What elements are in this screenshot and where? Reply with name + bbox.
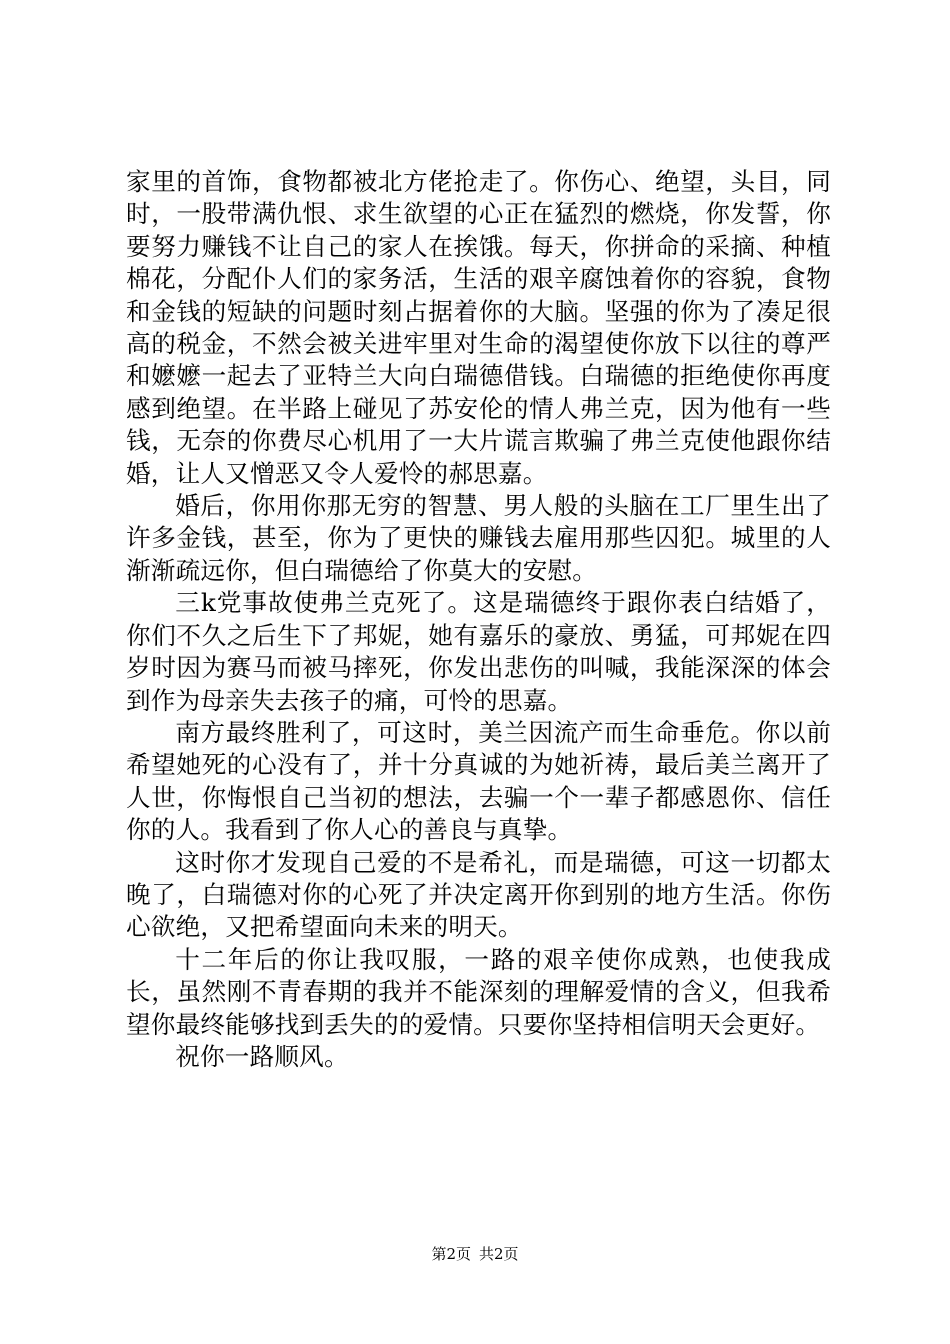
paragraph-1: 家里的首饰，食物都被北方佬抢走了。你伤心、绝望，头目，同时，一股带满仇恨、求生欲望的心正在猛烈的燃烧，你发誓，你要努力赚钱不让自己的家人在挨饿。每天，你拼命的采摘、种植棉花，分配仆人们的家务活，生活的艰辛腐蚀着你的容貌，食物和金钱的短缺的问题时刻占据着你的大脑。坚强的你为了凑足很高的税金，不然会被关进牢里对生命的渴望使你放下以往的尊严和嬷嬷一起去了亚特兰大向白瑞德借钱。白瑞德的拒绝使你再度感到绝望。在半路上碰见了苏安伦的情人弗兰克，因为他有一些钱，无奈的你费尽心机用了一大片谎言欺骗了弗兰克使他跟你结婚，让人又憎恶又令人爱怜的郝思嘉。 <box>126 167 831 488</box>
page-number: 第2页 <box>431 1245 471 1263</box>
document-body <box>126 166 831 1073</box>
paragraph-2: 婚后，你用你那无穷的智慧、男人般的头脑在工厂里生出了许多金钱，甚至，你为了更快的赚钱去雇用那些囚犯。城里的人渐渐疏远你，但白瑞德给了你莫大的安慰。 <box>126 491 831 585</box>
paragraph-4: 南方最终胜利了，可这时，美兰因流产而生命垂危。你以前希望她死的心没有了，并十分真诚的为她祈祷，最后美兰离开了人世，你悔恨自己当初的想法，去骗一个一辈子都感恩你、信任你的人。我看到了你人心的善良与真挚。 <box>126 717 831 845</box>
paragraph-6: 十二年后的你让我叹服，一路的艰辛使你成熟，也使我成长，虽然刚不青春期的我并不能深刻的理解爱情的含义，但我希望你最终能够找到丢失的的爱情。只要你坚持相信明天会更好。 <box>126 944 831 1039</box>
paragraph-3: 三k党事故使弗兰克死了。这是瑞德终于跟你表白结婚了，你们不久之后生下了邦妮，她有嘉乐的豪放、勇猛，可邦妮在四岁时因为赛马而被马摔死，你发出悲伤的叫喊，我能深深的体会到作为母亲失去孩子的痛，可怜的思嘉。 <box>126 588 831 715</box>
paragraph-7: 祝你一路顺风。 <box>175 1041 349 1071</box>
paragraph-5: 这时你才发现自己爱的不是希礼，而是瑞德，可这一切都太晚了，白瑞德对你的心死了并决定离开你到别的地方生活。你伤心欲绝，又把希望面向未来的明天。 <box>126 847 831 942</box>
page-footer <box>0 1244 950 1264</box>
page-total: 共2页 <box>479 1245 519 1263</box>
